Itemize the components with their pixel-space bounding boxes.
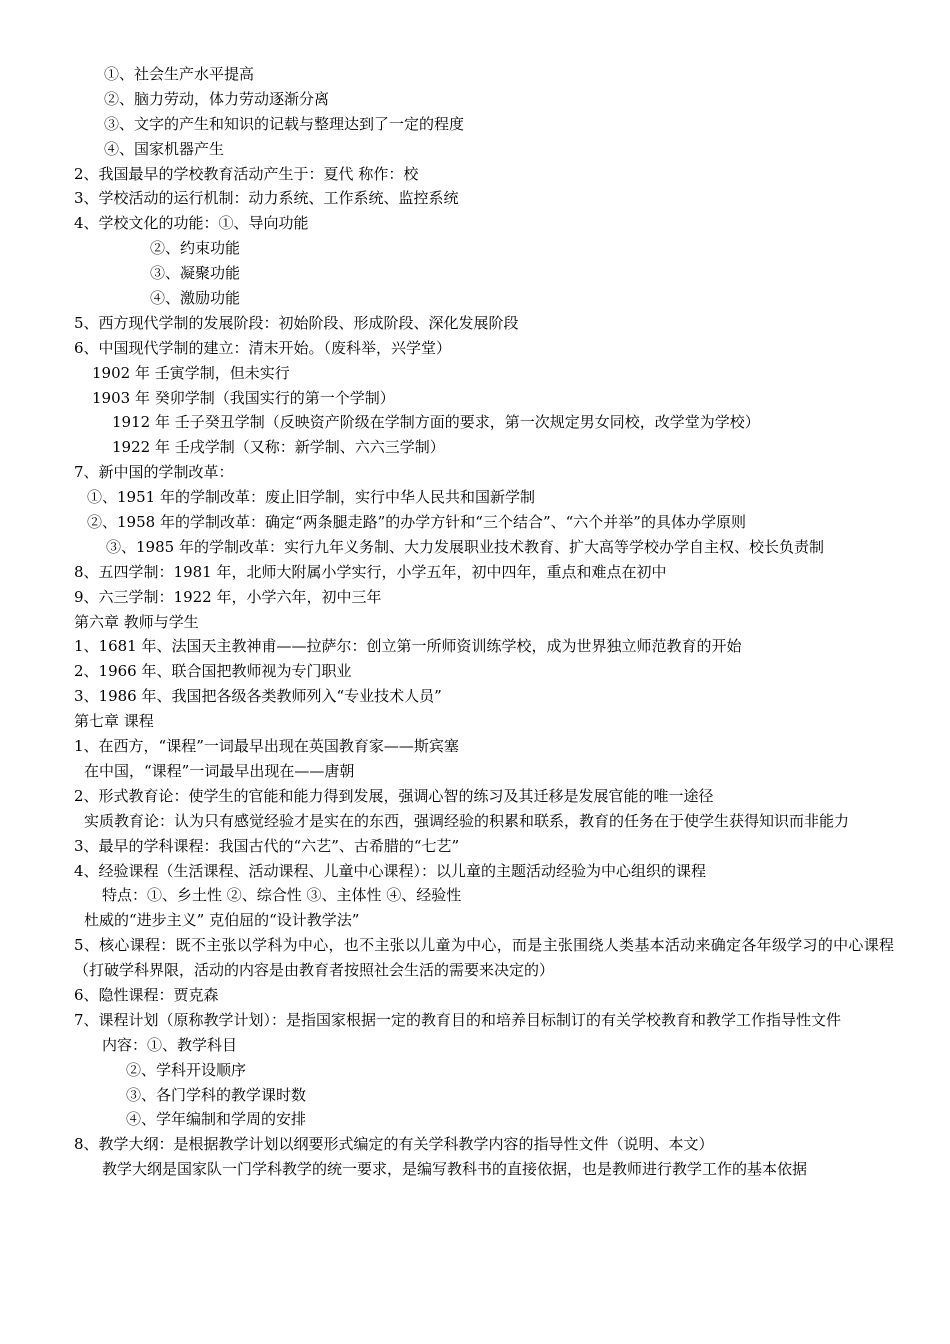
text-line: 8、教学大纲：是根据教学计划以纲要形式编定的有关学科教学内容的指导性文件（说明、本文） [74, 1135, 714, 1154]
text-line: 6、隐性课程：贾克森 [74, 986, 219, 1004]
text-line: 第六章 教师与学生 [74, 612, 199, 631]
text-line: 在中国，“课程”一词最早出现在——唐朝 [84, 761, 355, 780]
text-line: ②、学科开设顺序 [126, 1060, 247, 1079]
text-line: ③、1985 年的学制改革：实行九年义务制、大力发展职业技术教育、扩大高等学校办学自主权、校长负责制 [106, 537, 824, 556]
text-line: 第七章 课程 [74, 712, 154, 731]
text-line: ③、文字的产生和知识的记载与整理达到了一定的程度 [104, 114, 465, 133]
text-line: 7、课程计划（原称教学计划）：是指国家根据一定的教育目的和培养目标制订的有关学校教育和教学工作指导性文件 [74, 1010, 842, 1029]
text-line: 5、西方现代学制的发展阶段：初始阶段、形成阶段、深化发展阶段 [74, 313, 519, 332]
text-line: ②、脑力劳动，体力劳动逐渐分离 [104, 89, 330, 108]
text-line: 4、学校文化的功能：①、导向功能 [74, 214, 309, 233]
document-body [74, 62, 894, 1182]
text-line: 1903 年 癸卯学制（我国实行的第一个学制） [92, 388, 395, 407]
text-line: 5、核心课程：既不主张以学科为中心，也不主张以儿童为中心，而是主张围绕人类基本活动来确定各年级学习的中心课程（打破学科界限，活动的内容是由教育者按照社会生活的需要来决定的） [74, 936, 894, 980]
text-line: 4、经验课程（生活课程、活动课程、儿童中心课程）：以儿童的主题活动经验为中心组织的课程 [74, 861, 707, 880]
text-line: 特点：①、乡土性 ②、综合性 ③、主体性 ④、经验性 [102, 886, 462, 905]
text-line: 1、在西方，“课程”一词最早出现在英国教育家——斯宾塞 [74, 737, 459, 756]
text-line: 9、六三学制：1922 年，小学六年，初中三年 [74, 587, 382, 606]
text-line: ①、社会生产水平提高 [104, 65, 255, 83]
text-line: 杜威的“进步主义” 克伯屈的“设计教学法” [84, 911, 360, 930]
text-line: 1、1681 年、法国天主教神甫——拉萨尔：创立第一所师资训练学校，成为世界独立师范教育的开始 [74, 637, 742, 656]
text-line: 2、1966 年、联合国把教师视为专门职业 [74, 662, 352, 681]
text-line: 实质教育论：认为只有感觉经验才是实在的东西，强调经验的积累和联系，教育的任务在于使学生获得知识而非能力 [84, 811, 850, 830]
text-line: 3、最早的学科课程：我国古代的“六艺”、古希腊的“七艺” [74, 836, 460, 855]
text-line: ④、激励功能 [150, 289, 241, 308]
text-line: 1912 年 壬子癸丑学制（反映资产阶级在学制方面的要求，第一次规定男女同校，改学堂为学校） [112, 413, 760, 432]
text-line: ③、各门学科的教学课时数 [126, 1085, 307, 1104]
text-line: ①、1951 年的学制改革：废止旧学制，实行中华人民共和国新学制 [87, 488, 535, 507]
text-line: 1922 年 壬戌学制（又称：新学制、六六三学制） [112, 438, 445, 457]
text-line: 3、1986 年、我国把各级各类教师列入“专业技术人员” [74, 687, 442, 706]
text-line: ④、学年编制和学周的安排 [126, 1110, 307, 1129]
text-line: 内容：①、教学科目 [102, 1035, 238, 1054]
text-line: 2、形式教育论：使学生的官能和能力得到发展，强调心智的练习及其迁移是发展官能的唯一途径 [74, 786, 714, 805]
text-line: 教学大纲是国家队一门学科教学的统一要求，是编写教科书的直接依据，也是教师进行教学工作的基本依据 [102, 1160, 808, 1179]
text-line: ②、约束功能 [150, 239, 241, 258]
text-line: 8、五四学制：1981 年，北师大附属小学实行，小学五年，初中四年，重点和难点在初中 [74, 562, 667, 581]
text-line: 7、新中国的学制改革： [74, 463, 234, 482]
text-line: 1902 年 壬寅学制，但未实行 [92, 363, 290, 382]
text-line: 3、学校活动的运行机制：动力系统、工作系统、监控系统 [74, 189, 459, 208]
text-line: ④、国家机器产生 [104, 139, 225, 158]
text-line: ②、1958 年的学制改革：确定“两条腿走路”的办学方针和“三个结合”、“六个并举”的具体办学原则 [87, 513, 746, 532]
text-line: ③、凝聚功能 [150, 264, 241, 283]
text-line: 6、中国现代学制的建立：清末开始。（废科举，兴学堂） [74, 338, 452, 357]
text-line: 2、我国最早的学校教育活动产生于：夏代 称作：校 [74, 164, 419, 183]
